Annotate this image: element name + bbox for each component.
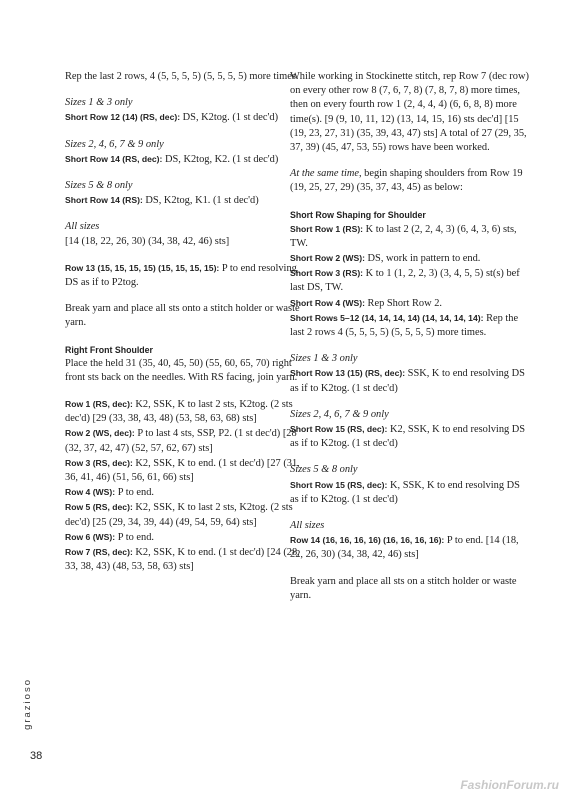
size-heading: Sizes 5 & 8 only — [65, 180, 133, 192]
row-text: K2, SSK, K to end resolving DS as if to K2tog. (1 st dec'd) — [290, 424, 526, 450]
row-item — [65, 545, 303, 574]
page-number: 38 — [30, 750, 43, 762]
row-item — [290, 266, 530, 295]
row-label: Row 2 (WS, dec): — [65, 428, 135, 439]
size-heading: Sizes 2, 4, 6, 7 & 9 only — [65, 138, 164, 150]
row-item — [65, 456, 303, 485]
size-heading: Sizes 5 & 8 only — [290, 464, 358, 476]
body-text: , begin shaping shoulders from Row 19 (19, 25, 27, 29) (35, 37, 43, 45) as below: — [290, 168, 523, 194]
row-label: Short Row 15 (RS, dec): — [290, 424, 388, 435]
size-heading: Sizes 1 & 3 only — [290, 353, 358, 365]
paragraph — [290, 352, 530, 396]
paragraph — [290, 70, 530, 155]
paragraph — [290, 463, 530, 507]
row-label: Row 5 (RS, dec): — [65, 502, 133, 513]
watermark: FashionForum.ru — [460, 778, 559, 792]
row-label: Row 4 (WS): — [65, 487, 116, 498]
row-text: K2, SSK, K to end. (1 st dec'd) [24 (28, 33, 38, 43) (48, 53, 58, 63) sts] — [65, 547, 300, 573]
side-label: grazioso — [22, 678, 33, 730]
paragraph — [65, 357, 303, 385]
paragraph — [290, 167, 530, 195]
row-text: K, SSK, K to end resolving DS as if to K2tog. (1 st dec'd) — [290, 479, 520, 505]
row-text: P to end. [14 (18, 22, 26, 30) (34, 38, 42, 46) sts] — [290, 535, 519, 561]
row-label: Short Row 15 (RS, dec): — [290, 479, 388, 490]
row-label: Short Row 2 (WS): — [290, 253, 365, 264]
paragraph — [65, 261, 303, 290]
row-text: DS, work in pattern to end. — [364, 253, 481, 265]
row-label: Row 7 (RS, dec): — [65, 547, 133, 558]
row-text: DS, K2tog. (1 st dec'd) — [180, 112, 279, 124]
paragraph — [290, 519, 530, 563]
right-column — [290, 70, 530, 615]
size-heading: All sizes — [65, 221, 100, 233]
row-text: P to end. — [115, 487, 154, 499]
row-text: P to last 4 sts, SSP, P2. (1 st dec'd) [28 (32, 37, 42, 47) (52, 57, 62, 67) sts] — [65, 428, 297, 454]
body-text: Rep the last 2 rows, 4 (5, 5, 5, 5) (5, 5, 5, 5) more times. — [65, 71, 299, 82]
left-column — [65, 70, 303, 574]
paragraph — [65, 70, 303, 84]
paragraph — [65, 220, 303, 248]
paragraph — [65, 138, 303, 167]
paragraph — [65, 96, 303, 125]
row-label: Short Rows 5–12 (14, 14, 14, 14) (14, 14, 14, 14): — [290, 312, 484, 323]
emphasis-text: At the same time — [290, 168, 359, 180]
row-label: Short Row 14 (RS, dec): — [65, 153, 163, 164]
row-text: P to end resolving DS as if to P2tog. — [65, 262, 297, 289]
row-label: Row 1 (RS, dec): — [65, 399, 133, 410]
row-label: Short Row 4 (WS): — [290, 297, 365, 308]
row-label: Row 6 (WS): — [65, 531, 116, 542]
row-label: Short Row 3 (RS): — [290, 268, 364, 279]
row-text: K2, SSK, K to end. (1 st dec'd) [27 (31, 36, 41, 46) (51, 56, 61, 66) sts] — [65, 457, 300, 484]
paragraph — [290, 575, 530, 603]
row-text: K to last 2 (2, 2, 4, 3) (6, 4, 3, 6) sts, TW. — [290, 223, 517, 249]
size-heading: Sizes 1 & 3 only — [65, 97, 133, 109]
paragraph — [65, 179, 303, 208]
row-text: K to 1 (1, 2, 2, 3) (3, 4, 5, 5) st(s) bef last DS, TW. — [290, 268, 520, 294]
row-item — [65, 485, 303, 500]
paragraph — [290, 408, 530, 452]
row-text: Rep the last 2 rows 4 (5, 5, 5, 5) (5, 5, 5, 5) more times. — [290, 312, 519, 339]
row-label: Short Row 13 (15) (RS, dec): — [290, 368, 406, 379]
row-text: P to end. — [115, 531, 154, 543]
section-heading: Right Front Shoulder — [65, 344, 153, 355]
row-list — [290, 222, 530, 341]
row-text: Rep Short Row 2. — [364, 297, 443, 309]
paragraph — [65, 302, 303, 330]
row-label: Short Row 12 (14) (RS, dec): — [65, 112, 181, 123]
row-item — [290, 251, 530, 266]
row-item — [65, 530, 303, 545]
section-heading: Short Row Shaping for Shoulder — [290, 209, 426, 220]
row-item — [65, 397, 303, 426]
body-text: Break yarn and place all sts on a stitch holder or waste yarn. — [290, 575, 517, 601]
row-label: Short Row 1 (RS): — [290, 223, 364, 234]
size-heading: Sizes 2, 4, 6, 7 & 9 only — [290, 408, 389, 420]
row-item — [290, 311, 530, 340]
size-heading: All sizes — [290, 520, 325, 532]
row-item — [65, 500, 303, 529]
row-text: DS, K2tog, K2. (1 st dec'd) — [162, 153, 279, 165]
row-text: SSK, K to end resolving DS as if to K2tog. (1 st dec'd) — [290, 368, 525, 394]
body-text: While working in Stockinette stitch, rep Row 7 (dec row) on every other row 8 (7, 6, 7, 8) (7, 8, 7, 8) more times, then on every fourth row 1 (2, 4, 4, 4) (6, 6, 8, 8) more time(s). [9 (9, 10, 11, 12) (13, 14, 15, 16) sts dec'd] [15 (19, 23, 27, 31) (35, 39, 43, 47) sts] A total of 27 (29, 35, 37, 39) (45, 47, 53, 55) rows have been worked. — [290, 71, 529, 154]
row-text: DS, K2tog, K1. (1 st dec'd) — [142, 195, 259, 207]
stitch-count: [14 (18, 22, 26, 30) (34, 38, 42, 46) sts] — [65, 235, 230, 247]
row-list — [65, 397, 303, 574]
row-item — [65, 426, 303, 455]
row-label: Row 13 (15, 15, 15, 15) (15, 15, 15, 15): — [65, 262, 220, 273]
row-item — [290, 222, 530, 251]
row-label: Row 3 (RS, dec): — [65, 457, 133, 468]
row-item — [290, 296, 530, 311]
row-label: Row 14 (16, 16, 16, 16) (16, 16, 16, 16): — [290, 535, 445, 546]
row-text: K2, SSK, K to last 2 sts, K2tog. (2 sts dec'd) [29 (33, 38, 43, 48) (53, 58, 63, 68) sts] — [65, 399, 293, 425]
body-text: Break yarn and place all sts onto a stitch holder or waste yarn. — [65, 303, 300, 329]
body-text: Place the held 31 (35, 40, 45, 50) (55, 60, 65, 70) right front sts back on the needles. With RS facing, join yarn. — [65, 357, 298, 383]
row-label: Short Row 14 (RS): — [65, 195, 143, 206]
row-text: K2, SSK, K to last 2 sts, K2tog. (2 sts dec'd) [25 (29, 34, 39, 44) (49, 54, 59, 64) sts] — [65, 502, 293, 528]
